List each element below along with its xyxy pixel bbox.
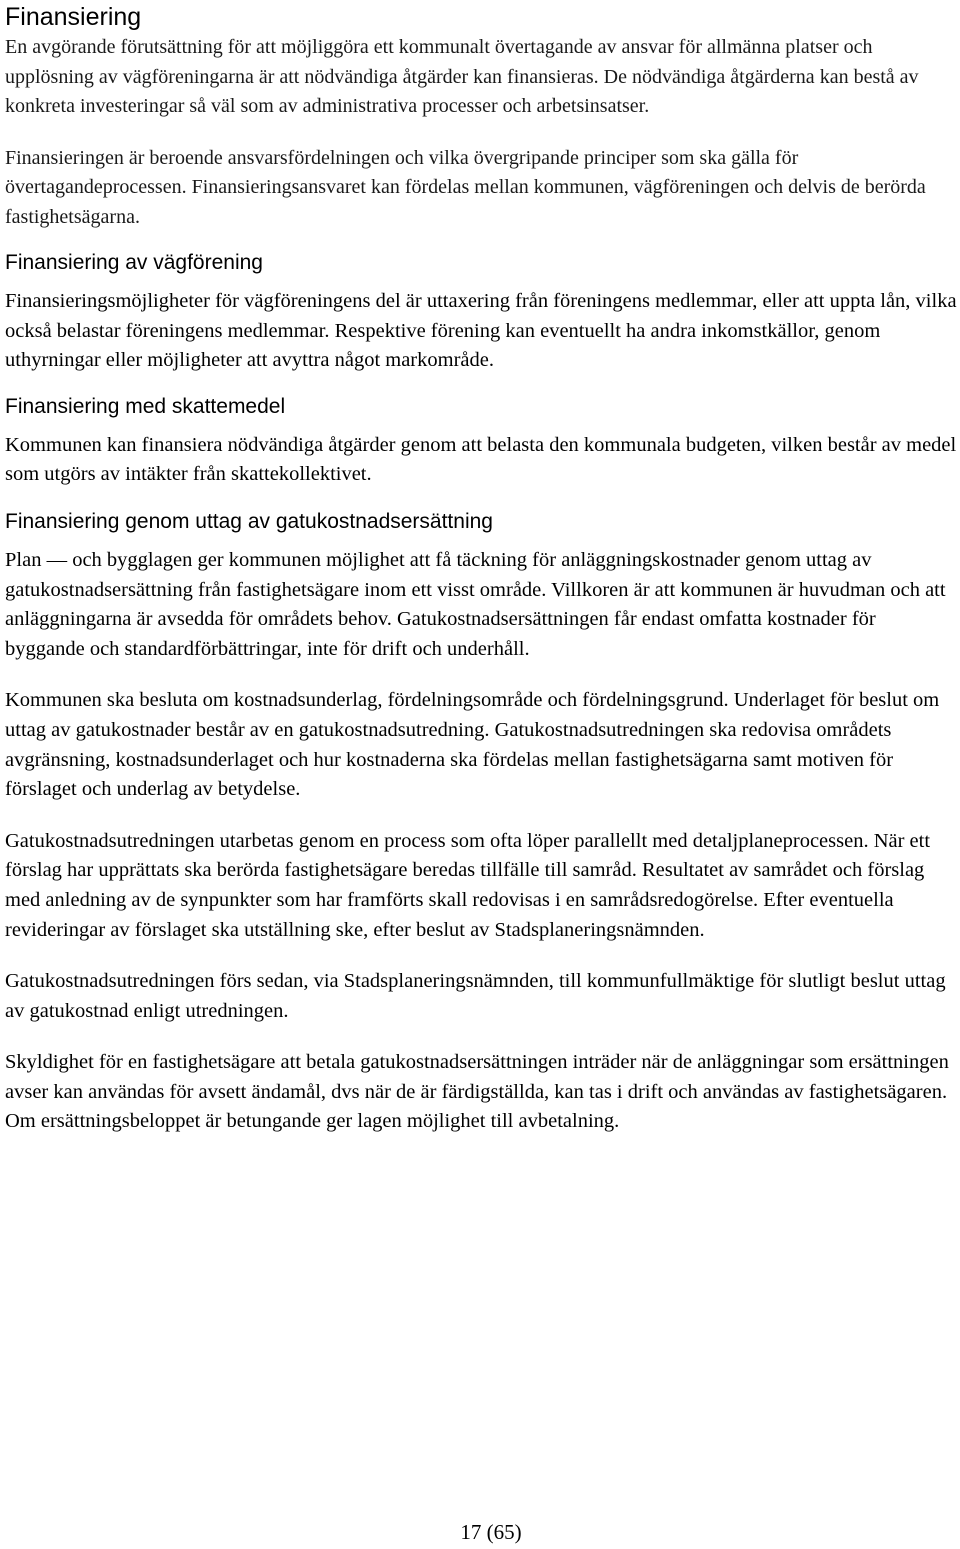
- section-gatukostnad-paragraph-4: Gatukostnadsutredningen förs sedan, via Stadsplaneringsnämnden, till kommunfullmäktige för slutligt beslut uttag av gatukostnad enligt utredningen.: [5, 970, 946, 1022]
- page-number: 17 (65): [460, 1520, 522, 1544]
- page-footer: [0, 1520, 960, 1544]
- document-page: [5, 0, 957, 1137]
- section-gatukostnad-paragraph-1: Plan — och bygglagen ger kommunen möjlighet att få täckning för anläggningskostnader genom uttag av gatukostnadsersättning från fastighetsägare inom ett visst område. Villkoren är att kommunen är huvudman och att anläggningarna är avsedda för områdets behov. Gatukostnadsersättningen får endast omfatta kostnader för byggande och standardförbättringar, inte för drift och underhåll.: [5, 548, 946, 660]
- section-heading-gatukostnad: Finansiering genom uttag av gatukostnadsersättning: [5, 509, 493, 533]
- intro-paragraph-2: Finansieringen är beroende ansvarsfördelningen och vilka övergripande principer som ska gälla för övertagandeprocessen. Finansieringsansvaret kan fördelas mellan kommunen, vägföreningen och delvis de berörda fastighetsägarna.: [5, 146, 926, 228]
- intro-paragraph-1: En avgörande förutsättning för att möjliggöra ett kommunalt övertagande av ansvar för allmänna platser och upplösning av vägföreningarna är att nödvändiga åtgärder kan finansieras. De nödvändiga åtgärderna kan bestå av konkreta investeringar så väl som av administrativa processer och arbetsinsatser.: [5, 36, 919, 117]
- section-gatukostnad-paragraph-2: Kommunen ska besluta om kostnadsunderlag, fördelningsområde och fördelningsgrund. Underlaget för beslut om uttag av gatukostnader består av en gatukostnadsutredning. Gatukostnadsutredningen ska redovisa områdets avgränsning, kostnadsunderlaget och hur kostnaderna ska fördelas mellan fastighetsägarna samt motiven för förslaget och underlag av betydelse.: [5, 689, 940, 801]
- section-skattemedel-paragraph-1: Kommunen kan finansiera nödvändiga åtgärder genom att belasta den kommunala budgeten, vilken består av medel som utgörs av intäkter från skattekollektivet.: [5, 433, 957, 486]
- section-heading-vagforening: Finansiering av vägförening: [5, 251, 263, 274]
- section-heading-skattemedel: Finansiering med skattemedel: [5, 394, 286, 418]
- page-title: Finansiering: [5, 3, 142, 31]
- section-gatukostnad-paragraph-5: Skyldighet för en fastighetsägare att betala gatukostnadsersättningen inträder när de anläggningar som ersättningen avser kan användas för avsett ändamål, dvs när de är färdigställda, kan tas i drift och användas av fastighetsägaren. Om ersättningsbeloppet är betungande ger lagen möjlighet till avbetalning.: [5, 1051, 949, 1133]
- section-vagforening-paragraph-1: Finansieringsmöjligheter för vägföreningens del är uttaxering från föreningens medlemmar, eller att uppta lån, vilka också belastar föreningens medlemmar. Respektive förening kan eventuellt ha andra inkomstkällor, genom uthyrningar eller möjligheter att avyttra något markområde.: [5, 290, 957, 372]
- section-gatukostnad-paragraph-3: Gatukostnadsutredningen utarbetas genom en process som ofta löper parallellt med detaljplaneprocessen. När ett förslag har upprättats ska berörda fastighetsägare beredas tillfälle till samråd. Resultatet av samrådet och förslag med anledning av de synpunkter som har framförts skall redovisas i en samrådsredogörelse. Efter eventuella revideringar av förslaget ska utställning ske, efter beslut av Stadsplaneringsnämnden.: [5, 829, 931, 941]
